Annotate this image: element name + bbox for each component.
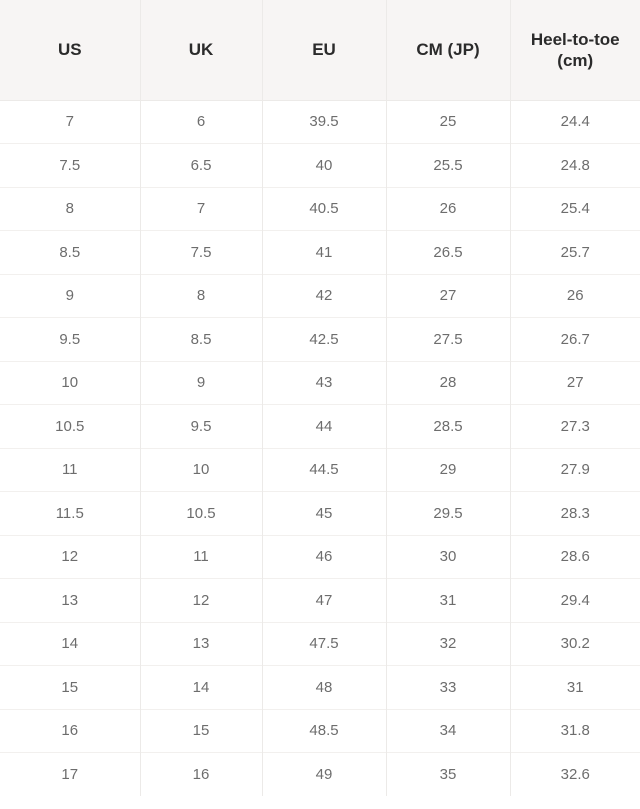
cell-eu: 42.5: [262, 318, 386, 362]
cell-us: 9.5: [0, 318, 140, 362]
column-header-us: US: [0, 0, 140, 100]
cell-uk: 7.5: [140, 231, 262, 275]
cell-uk: 8.5: [140, 318, 262, 362]
cell-heel-to-toe: 24.4: [510, 100, 640, 144]
table-row: [0, 535, 640, 579]
cell-heel-to-toe: 31: [510, 666, 640, 710]
cell-cm-jp: 27.5: [386, 318, 510, 362]
table-row: [0, 622, 640, 666]
cell-uk: 16: [140, 753, 262, 797]
cell-cm-jp: 30: [386, 535, 510, 579]
cell-heel-to-toe: 28.6: [510, 535, 640, 579]
cell-uk: 12: [140, 579, 262, 623]
column-header-cm-jp: CM (JP): [386, 0, 510, 100]
table-row: [0, 666, 640, 710]
table-row: [0, 274, 640, 318]
cell-us: 7.5: [0, 144, 140, 188]
cell-us: 10: [0, 361, 140, 405]
cell-eu: 39.5: [262, 100, 386, 144]
cell-us: 13: [0, 579, 140, 623]
column-header-heel-to-toe: Heel-to-toe (cm): [530, 29, 620, 70]
cell-heel-to-toe: 30.2: [510, 622, 640, 666]
cell-eu: 40: [262, 144, 386, 188]
cell-cm-jp: 26.5: [386, 231, 510, 275]
cell-eu: 46: [262, 535, 386, 579]
column-header-uk: UK: [140, 0, 262, 100]
cell-uk: 9: [140, 361, 262, 405]
cell-uk: 11: [140, 535, 262, 579]
table-header: [0, 0, 640, 100]
table-row: [0, 579, 640, 623]
cell-cm-jp: 26: [386, 187, 510, 231]
cell-heel-to-toe: 31.8: [510, 709, 640, 753]
cell-heel-to-toe: 25.7: [510, 231, 640, 275]
cell-cm-jp: 28.5: [386, 405, 510, 449]
cell-eu: 40.5: [262, 187, 386, 231]
cell-eu: 49: [262, 753, 386, 797]
cell-cm-jp: 29: [386, 448, 510, 492]
cell-heel-to-toe: 28.3: [510, 492, 640, 536]
cell-eu: 44: [262, 405, 386, 449]
cell-cm-jp: 32: [386, 622, 510, 666]
cell-uk: 7: [140, 187, 262, 231]
cell-cm-jp: 35: [386, 753, 510, 797]
table-row: [0, 361, 640, 405]
cell-heel-to-toe: 27: [510, 361, 640, 405]
cell-us: 8: [0, 187, 140, 231]
cell-us: 7: [0, 100, 140, 144]
table-row: [0, 318, 640, 362]
cell-cm-jp: 31: [386, 579, 510, 623]
cell-eu: 47: [262, 579, 386, 623]
column-header-eu: EU: [262, 0, 386, 100]
cell-heel-to-toe: 24.8: [510, 144, 640, 188]
cell-heel-to-toe: 27.9: [510, 448, 640, 492]
table-row: [0, 709, 640, 753]
cell-us: 8.5: [0, 231, 140, 275]
cell-cm-jp: 34: [386, 709, 510, 753]
cell-uk: 13: [140, 622, 262, 666]
cell-eu: 41: [262, 231, 386, 275]
cell-uk: 10: [140, 448, 262, 492]
table-row: [0, 753, 640, 797]
cell-heel-to-toe: 32.6: [510, 753, 640, 797]
cell-uk: 6.5: [140, 144, 262, 188]
cell-uk: 6: [140, 100, 262, 144]
cell-heel-to-toe: 29.4: [510, 579, 640, 623]
cell-cm-jp: 25: [386, 100, 510, 144]
cell-cm-jp: 28: [386, 361, 510, 405]
cell-cm-jp: 25.5: [386, 144, 510, 188]
table-row: [0, 405, 640, 449]
cell-cm-jp: 29.5: [386, 492, 510, 536]
cell-heel-to-toe: 26: [510, 274, 640, 318]
table-row: [0, 231, 640, 275]
cell-cm-jp: 33: [386, 666, 510, 710]
cell-eu: 44.5: [262, 448, 386, 492]
cell-us: 10.5: [0, 405, 140, 449]
cell-eu: 42: [262, 274, 386, 318]
cell-uk: 15: [140, 709, 262, 753]
cell-uk: 8: [140, 274, 262, 318]
table-body: [0, 100, 640, 796]
cell-uk: 10.5: [140, 492, 262, 536]
table-row: [0, 100, 640, 144]
cell-heel-to-toe: 26.7: [510, 318, 640, 362]
cell-eu: 47.5: [262, 622, 386, 666]
table-row: [0, 492, 640, 536]
cell-us: 12: [0, 535, 140, 579]
cell-heel-to-toe: 27.3: [510, 405, 640, 449]
table-row: [0, 448, 640, 492]
cell-us: 9: [0, 274, 140, 318]
cell-us: 15: [0, 666, 140, 710]
table-row: [0, 187, 640, 231]
cell-uk: 9.5: [140, 405, 262, 449]
cell-eu: 43: [262, 361, 386, 405]
cell-eu: 45: [262, 492, 386, 536]
cell-cm-jp: 27: [386, 274, 510, 318]
table-header-row: [0, 0, 640, 100]
cell-eu: 48: [262, 666, 386, 710]
cell-us: 16: [0, 709, 140, 753]
cell-us: 11: [0, 448, 140, 492]
cell-us: 17: [0, 753, 140, 797]
cell-uk: 14: [140, 666, 262, 710]
cell-us: 14: [0, 622, 140, 666]
cell-eu: 48.5: [262, 709, 386, 753]
table-row: [0, 144, 640, 188]
cell-heel-to-toe: 25.4: [510, 187, 640, 231]
cell-us: 11.5: [0, 492, 140, 536]
